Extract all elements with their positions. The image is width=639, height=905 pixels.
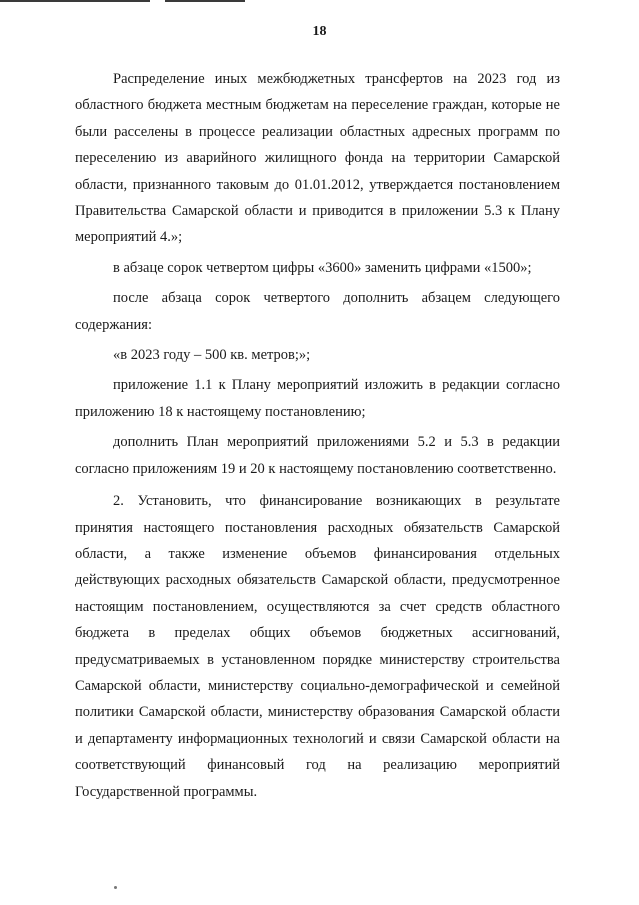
paragraph-transfers-distribution: Распределение иных межбюджетных трансфертов на 2023 год из областного бюджета местным бюджетам на переселение граждан, которые не были расселены в процессе реализации областных адресных программ по переселению из аварийного жилищного фонда на территории Самарской области, признанного таковым до 01.01.2012, утверждается постановлением Правительства Самарской области и приводится в приложении 5.3 к Плану мероприятий 4.»; bbox=[75, 71, 560, 246]
paragraph-item-2-financing: 2. Установить, что финансирование возникающих в результате принятия настоящего постановления расходных обязательств Самарской области, а также изменение объемов финансирования отдельных действующих расходных обязательств Самарской области, предусмотренное настоящим постановлением, осуществляются за счет средств областного бюджета в пределах общих объемов бюджетных ассигнований, предусматриваемых в установленном порядке министерству строительства Самарской области, министерству социально-демографической и семейной политики Самарской области, министерству образования Самарской области и департаменту информационных технологий и связи Самарской области на соответствующий финансовый год на реализацию мероприятий Государственной программы. bbox=[75, 493, 560, 800]
paragraph-add-annexes: дополнить План мероприятий приложениями 5.2 и 5.3 в редакции согласно приложениям 19 и 20 к настоящему постановлению соответственно. bbox=[75, 434, 560, 477]
scan-edge-mark bbox=[165, 0, 245, 2]
paragraph-add-after-44: после абзаца сорок четвертого дополнить абзацем следующего содержания: bbox=[75, 290, 560, 333]
document-body bbox=[75, 66, 560, 805]
scan-speck bbox=[114, 886, 117, 889]
paragraph-replace-figures: в абзаце сорок четвертом цифры «3600» заменить цифрами «1500»; bbox=[113, 259, 532, 276]
scan-edge-mark bbox=[0, 0, 150, 2]
page-number: 18 bbox=[312, 24, 327, 39]
paragraph-annex-1-1: приложение 1.1 к Плану мероприятий изложить в редакции согласно приложению 18 к настоящему постановлению; bbox=[75, 377, 560, 420]
paragraph-2023-quota: «в 2023 году – 500 кв. метров;»; bbox=[113, 347, 311, 364]
